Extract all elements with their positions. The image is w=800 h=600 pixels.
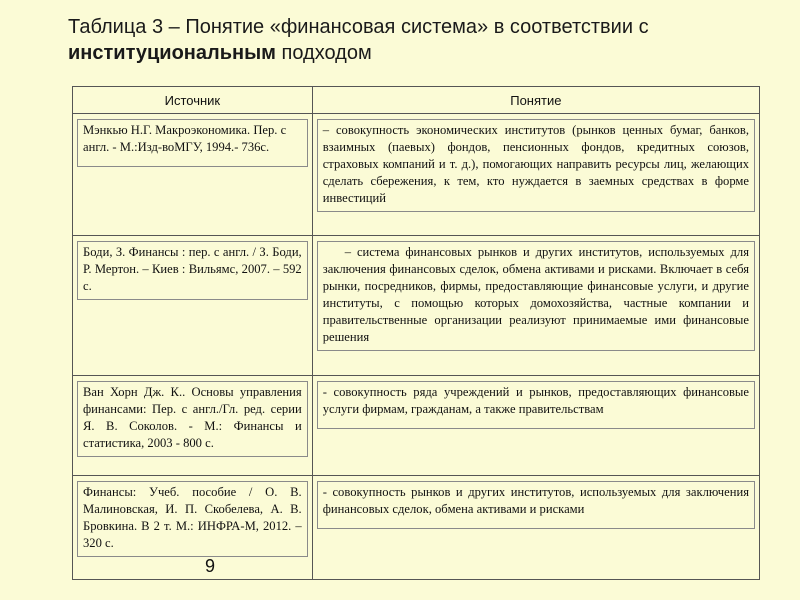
source-cell [73, 236, 313, 376]
concept-cell [312, 114, 759, 236]
source-text: Боди, З. Финансы : пер. с англ. / З. Боди, Р. Мертон. – Киев : Вильямс, 2007. – 592 с. [77, 241, 308, 300]
table-row [73, 476, 760, 580]
table-row [73, 236, 760, 376]
source-cell [73, 376, 313, 476]
table-row [73, 376, 760, 476]
concept-text: – совокупность экономических институтов (рынков ценных бумаг, банков, взаимных (паевых) фондов, пенсионных фондов, кредитных союзов, страховых компаний и т. д.), помогающих направить ресурсы лиц, желающих сделать сбережения, к тем, кто нуждается в заемных средствах в форме инвестиций [317, 119, 755, 212]
table-row [73, 114, 760, 236]
concept-cell [312, 376, 759, 476]
concept-text: - совокупность ряда учреждений и рынков, предоставляющих финансовые услуги фирмам, гражданам, а также правительствам [317, 381, 755, 429]
source-cell [73, 114, 313, 236]
source-text: Мэнкью Н.Г. Макроэкономика. Пер. с англ. - М.:Изд-воМГУ, 1994.- 736с. [77, 119, 308, 167]
slide-title [68, 14, 768, 66]
header-source: Источник [73, 87, 313, 114]
source-text: Финансы: Учеб. пособие / О. В. Малиновская, И. П. Скобелева, А. В. Бровкина. В 2 т. М.: ИНФРА-М, 2012. – 320 с. [77, 481, 308, 557]
page-number: 9 [205, 556, 216, 576]
table-header-row [73, 87, 760, 114]
title-prefix: Таблица 3 – Понятие «финансовая система» в соответствии с [68, 16, 649, 38]
concept-text: – система финансовых рынков и других институтов, используемых для заключения финансовых сделок, обмена активами и рисками. Включает в себя рынки, посредников, фирмы, предоставляющие финансовые услуги, и другие институты, с помощью которых домохозяйства, частные компании и правительственные организации реализуют принимаемые ими финансовые решения [317, 241, 755, 351]
source-cell [73, 476, 313, 580]
title-suffix: подходом [275, 42, 372, 64]
concept-text: - совокупность рынков и других институтов, используемых для заключения финансовых сделок, обмена активами и рисками [317, 481, 755, 529]
header-concept: Понятие [312, 87, 759, 114]
concept-cell [312, 476, 759, 580]
source-text: Ван Хорн Дж. К.. Основы управления финансами: Пер. с англ./Гл. ред. серии Я. В. Соколов. - М.: Финансы и статистика, 2003 - 800 с. [77, 381, 308, 457]
title-bold-word: институциональным [68, 42, 276, 64]
concept-cell [312, 236, 759, 376]
definitions-table [72, 86, 760, 580]
